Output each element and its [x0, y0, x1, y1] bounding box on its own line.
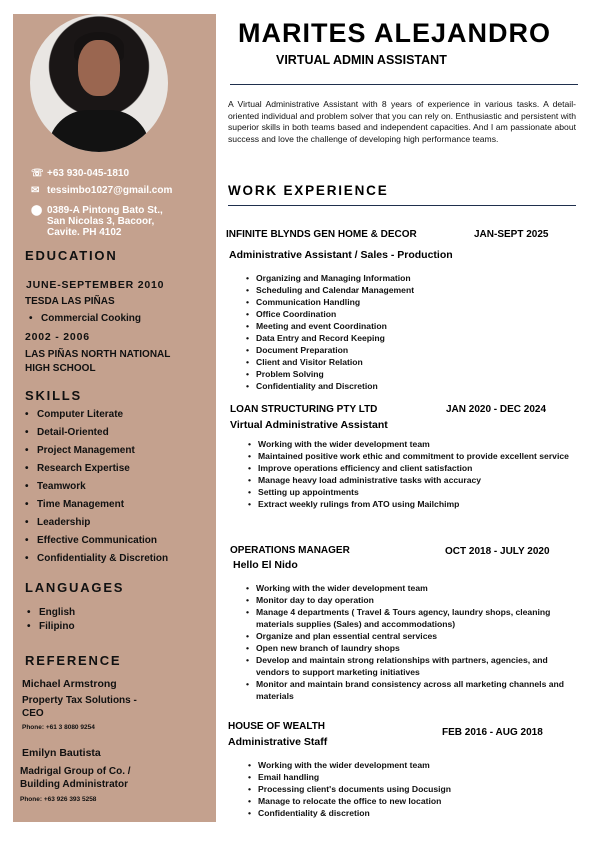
- list-item: • Monitor and maintain brand consistency across all marketing channels and materials: [244, 678, 576, 702]
- skills-heading: SKILLS: [25, 388, 83, 403]
- job-dates: JAN 2020 - DEC 2024: [446, 404, 547, 415]
- job-company: HOUSE OF WEALTH: [228, 721, 326, 732]
- mail-icon: ✉: [31, 185, 40, 196]
- list-item: • Meeting and event Coordination: [244, 320, 574, 332]
- job-company: OPERATIONS MANAGER: [230, 545, 350, 556]
- header-divider: [230, 84, 578, 85]
- job-bullets: [244, 272, 574, 392]
- reference-phone-1: Phone: +61 3 8080 9254: [22, 724, 95, 731]
- education-heading: EDUCATION: [25, 248, 118, 263]
- list-item: • Document Preparation: [244, 344, 574, 356]
- list-item: • Data Entry and Record Keeping: [244, 332, 574, 344]
- job-bullets: [246, 759, 576, 819]
- job-company: LOAN STRUCTURING PTY LTD: [230, 404, 378, 415]
- reference-org-1: Property Tax Solutions - CEO: [22, 695, 137, 719]
- list-item: • Organize and plan essential central services: [244, 630, 576, 642]
- list-item: • Develop and maintain strong relationships with partners, agencies, and vendors to support marketing initiatives: [244, 654, 576, 678]
- skill-item: • Detail-Oriented: [25, 427, 109, 438]
- job-dates: FEB 2016 - AUG 2018: [442, 727, 543, 738]
- list-item: • Manage 4 departments ( Travel & Tours agency, laundry shops, cleaning materials supplies (Sales) and accommodations): [244, 606, 576, 630]
- language-item: • English: [27, 607, 75, 618]
- job-bullets: [244, 582, 576, 702]
- list-item: • Organizing and Managing Information: [244, 272, 574, 284]
- list-item: • Processing client's documents using Docusign: [246, 783, 576, 795]
- job-title: Hello El Nido: [233, 559, 298, 571]
- education-dates-1: JUNE-SEPTEMBER 2010: [26, 279, 165, 291]
- list-item: • Email handling: [246, 771, 576, 783]
- skill-item: • Confidentiality & Discretion: [25, 553, 168, 564]
- job-title: Administrative Assistant / Sales - Production: [229, 249, 453, 261]
- list-item: • Confidentiality & discretion: [246, 807, 576, 819]
- skill-item: • Time Management: [25, 499, 124, 510]
- skill-item: • Project Management: [25, 445, 135, 456]
- skill-item: • Teamwork: [25, 481, 86, 492]
- photo-face: [78, 40, 120, 96]
- skill-item: • Leadership: [25, 517, 90, 528]
- reference-org-2: Madrigal Group of Co. / Building Administrator: [20, 766, 131, 790]
- job-title: Administrative Staff: [228, 736, 328, 748]
- list-item: • Open new branch of laundry shops: [244, 642, 576, 654]
- work-divider: [228, 205, 576, 206]
- job-company: INFINITE BLYNDS GEN HOME & DECOR: [226, 229, 417, 240]
- candidate-name: MARITES ALEJANDRO: [238, 18, 552, 48]
- list-item: • Client and Visitor Relation: [244, 356, 574, 368]
- job-bullets: [246, 438, 576, 510]
- list-item: • Manage heavy load administrative tasks with accuracy: [246, 474, 576, 486]
- reference-phone-2: Phone: +63 926 393 5258: [20, 796, 97, 803]
- profile-photo: [30, 14, 168, 152]
- list-item: • Confidentiality and Discretion: [244, 380, 574, 392]
- list-item: • Working with the wider development team: [246, 438, 576, 450]
- sidebar: ☏ +63 930-045-1810 ✉ tessimbo1027@gmail.com ⬤ 0389-A Pintong Bato St., San Nicolas 3, Bacoor, Cavite. PH 4102 EDUCATION JUNE-SEPTEMBER 2010 TESDA LAS PIÑAS • Commercial Cooking 2002 - 2006 LAS PIÑAS NORTH NATIONAL HIGH SCHOOL SKILLS • Computer Literate • Detail-Oriented • Project Management • Research Expertise • Teamwork • Time Management • Leadership • Effective Communication • Confidentiality & Discretion LANGUAGES • English • Filipino REFERENCE Michael Armstrong Property Tax Solutions - CEO Phone: +61 3 8080 9254 Emilyn Bautista Madrigal Group of Co. / Building Administrator Phone: +63 926 393 5258: [13, 14, 216, 822]
- reference-heading: REFERENCE: [25, 653, 122, 668]
- job-dates: JAN-SEPT 2025: [474, 229, 549, 240]
- list-item: • Manage to relocate the office to new location: [246, 795, 576, 807]
- reference-name-2: Emilyn Bautista: [22, 747, 101, 759]
- education-school-2: LAS PIÑAS NORTH NATIONAL HIGH SCHOOL: [25, 349, 171, 374]
- skill-item: • Computer Literate: [25, 409, 123, 420]
- candidate-role: VIRTUAL ADMIN ASSISTANT: [276, 53, 447, 67]
- languages-heading: LANGUAGES: [25, 580, 125, 595]
- list-item: • Maintained positive work ethic and commitment to provide excellent service: [246, 450, 576, 462]
- profile-summary: A Virtual Administrative Assistant with 8 years of experience in various tasks. A detail-oriented individual and problem solver that you can rely on. Enthusiastic and persistent with superior skills in both teams based and independent capacities. And I am passionate about success and love the challenge of developing high performance teams.: [228, 99, 576, 144]
- job-title: Virtual Administrative Assistant: [230, 419, 388, 431]
- phone-icon: ☏: [31, 168, 44, 179]
- education-detail-1: • Commercial Cooking: [29, 313, 141, 324]
- list-item: • Office Coordination: [244, 308, 574, 320]
- photo-shirt: [48, 110, 150, 152]
- list-item: • Setting up appointments: [246, 486, 576, 498]
- skill-item: • Research Expertise: [25, 463, 130, 474]
- language-item: • Filipino: [27, 621, 75, 632]
- list-item: • Communication Handling: [244, 296, 574, 308]
- reference-name-1: Michael Armstrong: [22, 678, 117, 690]
- list-item: • Working with the wider development team: [244, 582, 576, 594]
- list-item: • Working with the wider development team: [246, 759, 576, 771]
- job-dates: OCT 2018 - JULY 2020: [445, 546, 550, 557]
- education-school-1: TESDA LAS PIÑAS: [25, 296, 115, 307]
- list-item: • Improve operations efficiency and client satisfaction: [246, 462, 576, 474]
- education-dates-2: 2002 - 2006: [25, 331, 90, 343]
- skill-item: • Effective Communication: [25, 535, 157, 546]
- list-item: • Problem Solving: [244, 368, 574, 380]
- list-item: • Monitor day to day operation: [244, 594, 576, 606]
- work-experience-heading: WORK EXPERIENCE: [228, 183, 389, 198]
- list-item: • Scheduling and Calendar Management: [244, 284, 574, 296]
- list-item: • Extract weekly rulings from ATO using Mailchimp: [246, 498, 576, 510]
- location-pin-icon: ⬤: [31, 205, 43, 216]
